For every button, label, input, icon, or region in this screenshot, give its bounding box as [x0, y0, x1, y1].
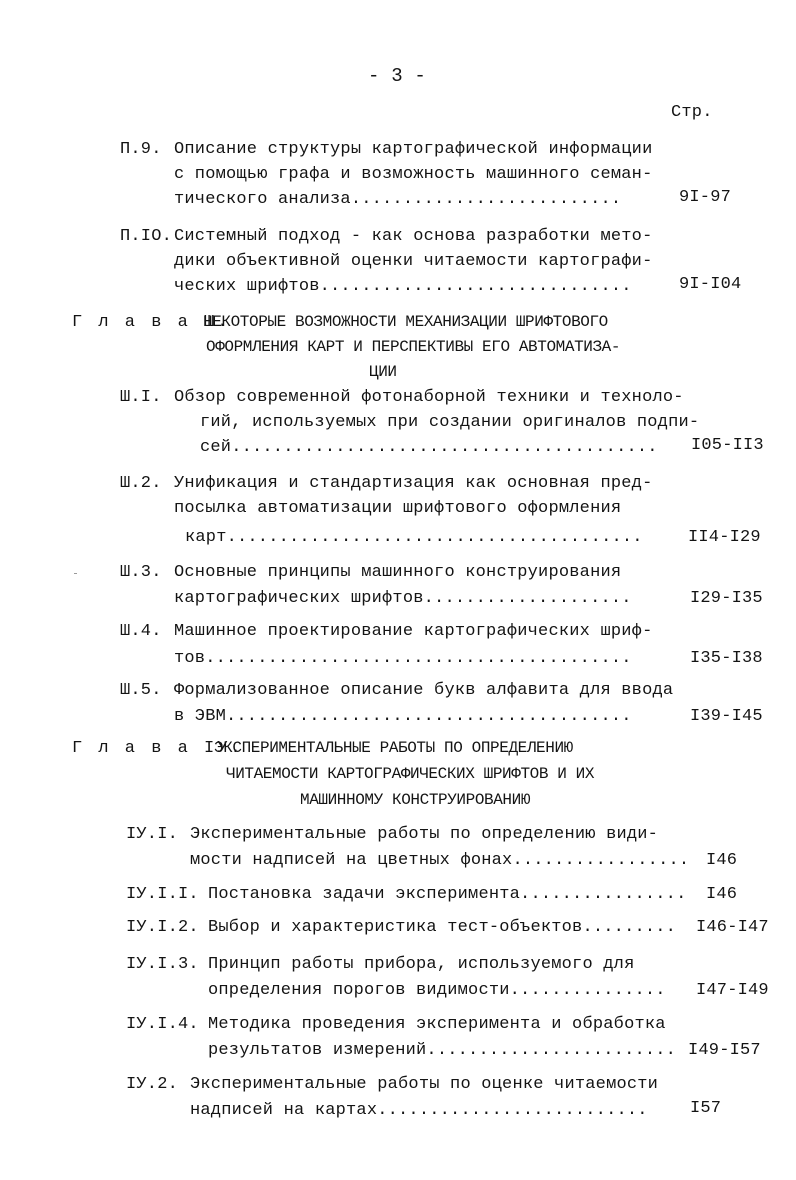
- chapter-title-line: ЧИТАЕМОСТИ КАРТОГРАФИЧЕСКИХ ШРИФТОВ И ИХ: [226, 765, 595, 783]
- entry-line: Принцип работы прибора, используемого для: [208, 955, 635, 974]
- entry-line: мости надписей на цветных фонах.................: [190, 851, 690, 870]
- entry-label: IУ.I.4.: [126, 1015, 199, 1034]
- entry-label: Ш.3.: [120, 563, 162, 582]
- entry-label: П.9.: [120, 140, 162, 159]
- entry-line: тов.........................................: [174, 649, 632, 668]
- entry-page: I29-I35: [690, 589, 763, 608]
- entry-line: Машинное проектирование картографических шриф-: [174, 622, 653, 641]
- entry-page: I05-II3: [691, 436, 764, 455]
- entry-line: Экспериментальные работы по оценке читаемости: [190, 1075, 659, 1094]
- entry-label: Ш.4.: [120, 622, 162, 641]
- entry-line: Постановка задачи эксперимента................: [208, 885, 687, 904]
- page-number: - 3 -: [368, 65, 427, 87]
- entry-line: картографических шрифтов....................: [174, 589, 632, 608]
- entry-line: тического анализа..........................: [174, 190, 622, 209]
- scan-speck: [74, 573, 77, 574]
- chapter-label: Г л а в а Ш.: [72, 313, 231, 332]
- entry-line: с помощью графа и возможность машинного семан-: [174, 165, 653, 184]
- entry-page: I47-I49: [696, 981, 769, 1000]
- chapter-title-line: НЕКОТОРЫЕ ВОЗМОЖНОСТИ МЕХАНИЗАЦИИ ШРИФТОВОГО: [203, 313, 608, 331]
- chapter-title-line: ЭКСПЕРИМЕНТАЛЬНЫЕ РАБОТЫ ПО ОПРЕДЕЛЕНИЮ: [214, 739, 573, 757]
- entry-line: результатов измерений........................: [208, 1041, 677, 1060]
- entry-page: I46: [706, 851, 738, 870]
- entry-page: II4-I29: [688, 528, 761, 547]
- entry-line: в ЭВМ.......................................: [174, 707, 632, 726]
- entry-page: 9I-I04: [679, 275, 742, 294]
- entry-line: Методика проведения эксперимента и обработка: [208, 1015, 666, 1034]
- entry-line: надписей на картах..........................: [190, 1101, 648, 1120]
- entry-page: I57: [690, 1099, 722, 1118]
- entry-line: Системный подход - как основа разработки мето-: [174, 227, 653, 246]
- entry-page: I49-I57: [688, 1041, 761, 1060]
- entry-line: карт........................................: [185, 528, 643, 547]
- entry-line: Обзор современной фотонаборной техники и техноло-: [174, 388, 684, 407]
- entry-line: посылка автоматизации шрифтового оформления: [174, 499, 622, 518]
- entry-label: IУ.I.3.: [126, 955, 199, 974]
- entry-label: Ш.2.: [120, 474, 162, 493]
- chapter-title-line: ОФОРМЛЕНИЯ КАРТ И ПЕРСПЕКТИВЫ ЕГО АВТОМАТИЗА-: [206, 338, 621, 356]
- chapter-title-line: МАШИННОМУ КОНСТРУИРОВАНИЮ: [300, 791, 531, 809]
- entry-line: ческих шрифтов..............................: [174, 277, 632, 296]
- chapter-label: Г л а в а IУ.: [72, 739, 244, 758]
- entry-label: IУ.I.I.: [126, 885, 199, 904]
- entry-line: Унификация и стандартизация как основная пред-: [174, 474, 653, 493]
- entry-line: Формализованное описание букв алфавита для ввода: [174, 681, 674, 700]
- entry-label: IУ.I.: [126, 825, 179, 844]
- entry-line: Основные принципы машинного конструирования: [174, 563, 622, 582]
- entry-page: 9I-97: [679, 188, 732, 207]
- entry-line: Экспериментальные работы по определению види-: [190, 825, 659, 844]
- entry-line: Описание структуры картографической информации: [174, 140, 653, 159]
- column-header: Стр.: [671, 103, 713, 122]
- entry-page: I46-I47: [696, 918, 769, 937]
- chapter-title-line: ЦИИ: [369, 363, 397, 381]
- entry-line: гий, используемых при создании оригиналов подпи-: [200, 413, 700, 432]
- entry-label: IУ.2.: [126, 1075, 179, 1094]
- entry-label: П.IО.: [120, 227, 173, 246]
- entry-page: I39-I45: [690, 707, 763, 726]
- entry-label: Ш.5.: [120, 681, 162, 700]
- entry-line: определения порогов видимости...............: [208, 981, 666, 1000]
- entry-label: IУ.I.2.: [126, 918, 199, 937]
- entry-label: Ш.I.: [120, 388, 162, 407]
- entry-page: I35-I38: [690, 649, 763, 668]
- entry-line: Выбор и характеристика тест-объектов.........: [208, 918, 677, 937]
- entry-line: дики объективной оценки читаемости картографи-: [174, 252, 653, 271]
- entry-line: сей.........................................: [200, 438, 658, 457]
- entry-page: I46: [706, 885, 738, 904]
